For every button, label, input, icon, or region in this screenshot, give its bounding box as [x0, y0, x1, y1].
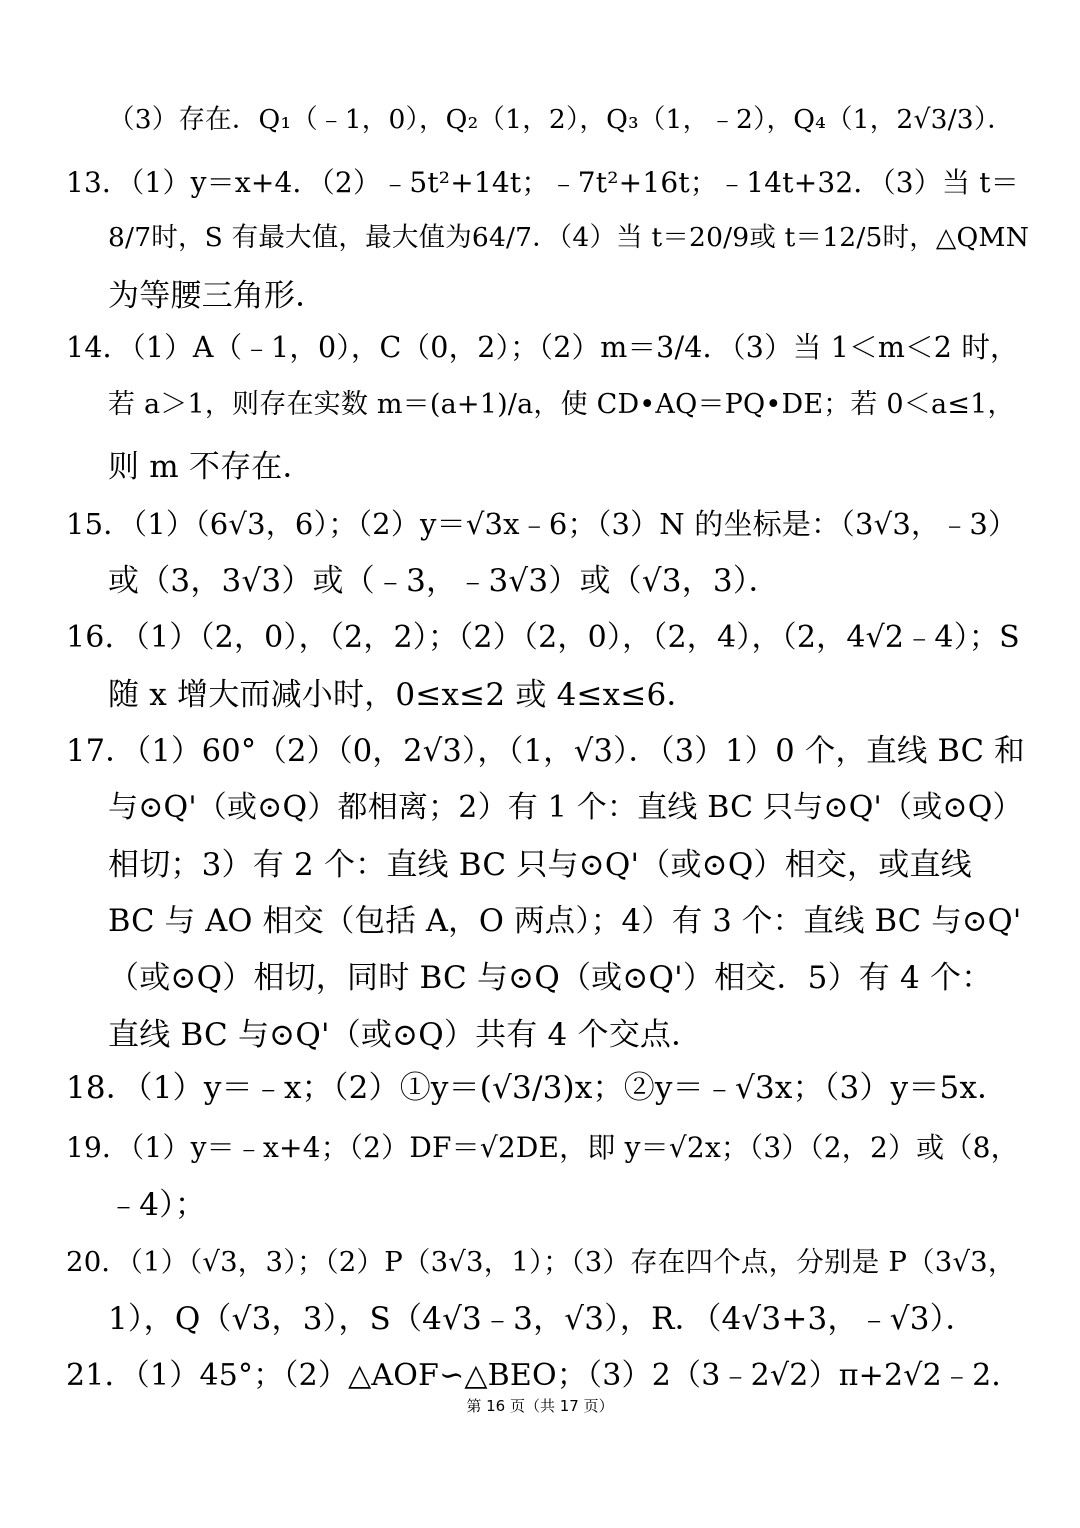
answer-17-line-6: 直线 BC 与⊙Q'（或⊙Q）共有 4 个交点．: [108, 1017, 703, 1053]
page-footer: 第 16 页（共 17 页）: [466, 1397, 614, 1415]
answer-13-line-3: 为等腰三角形．: [108, 278, 327, 314]
answer-13-line-1: 13．（1）y＝x+4．（2）﹣5t²+14t；﹣7t²+16t；﹣14t+32．（3）当 t＝: [66, 166, 1019, 199]
answer-16-line-1: 16．（1）（2，0），（2，2）；（2）（2，0），（2，4），（2，4√2﹣4）；S: [66, 620, 1020, 655]
answer-20-line-1: 20．（1）（√3，3）；（2）P（3√3，1）；（3）存在四个点，分别是 P（3√3，: [66, 1246, 1016, 1278]
answer-13-line-2: 8/7时，S 有最大值，最大值为64/7．（4）当 t＝20/9或 t＝12/5时，△QMN: [108, 222, 1030, 253]
answer-17-line-3: 相切；3）有 2 个：直线 BC 只与⊙Q'（或⊙Q）相交，或直线: [108, 847, 972, 883]
answer-15-line-1: 15．（1）（6√3，6）；（2）y＝√3x﹣6；（3）N 的坐标是：（3√3，﹣3）: [66, 507, 1018, 541]
answer-14-line-2: 若 a＞1，则存在实数 m＝(a+1)/a，使 CD•AQ＝PQ•DE；若 0＜a≤1，: [108, 389, 1015, 420]
answer-20-line-2: 1），Q（√3，3），S（4√3﹣3，√3），R．（4√3+3，﹣√3）．: [108, 1301, 977, 1337]
answer-14-line-3: 则 m 不存在．: [108, 449, 314, 485]
answer-15-line-2: 或（3，3√3）或（﹣3，﹣3√3）或（√3，3）．: [108, 563, 780, 599]
answer-line-12-3: （3）存在．Q₁（﹣1，0），Q₂（1，2），Q₃（1，﹣2），Q₄（1，2√3/3）．: [108, 104, 1014, 135]
answer-16-line-2: 随 x 增大而减小时，0≤x≤2 或 4≤x≤6．: [108, 677, 698, 713]
answer-17-line-5: （或⊙Q）相切，同时 BC 与⊙Q（或⊙Q'）相交．5）有 4 个：: [108, 960, 993, 996]
answer-17-line-4: BC 与 AO 相交（包括 A，O 两点）；4）有 3 个：直线 BC 与⊙Q': [108, 904, 1022, 939]
answer-14-line-1: 14．（1）A（﹣1，0），C（0，2）；（2）m＝3/4．（3）当 1＜m＜2 时，: [66, 331, 1019, 364]
answer-19-line-1: 19．（1）y＝﹣x+4；（2）DF＝√2DE，即 y＝√2x；（3）（2，2）或（8，: [66, 1131, 1019, 1164]
answer-21-line-1: 21．（1）45°；（2）△AOF∽△BEO；（3）2（3﹣2√2）π+2√2﹣2．: [66, 1358, 1022, 1393]
answer-17-line-2: 与⊙Q'（或⊙Q）都相离；2）有 1 个：直线 BC 只与⊙Q'（或⊙Q）: [108, 790, 1023, 825]
answer-18-line-1: 18．（1）y＝﹣x；（2）①y＝(√3/3)x；②y＝﹣√3x；（3）y＝5x．: [66, 1070, 1009, 1106]
answer-17-line-1: 17．（1）60°（2）（0，2√3），（1，√3）．（3）1）0 个，直线 BC 和: [66, 734, 1025, 769]
answer-19-line-2: ﹣4）；: [108, 1187, 207, 1223]
